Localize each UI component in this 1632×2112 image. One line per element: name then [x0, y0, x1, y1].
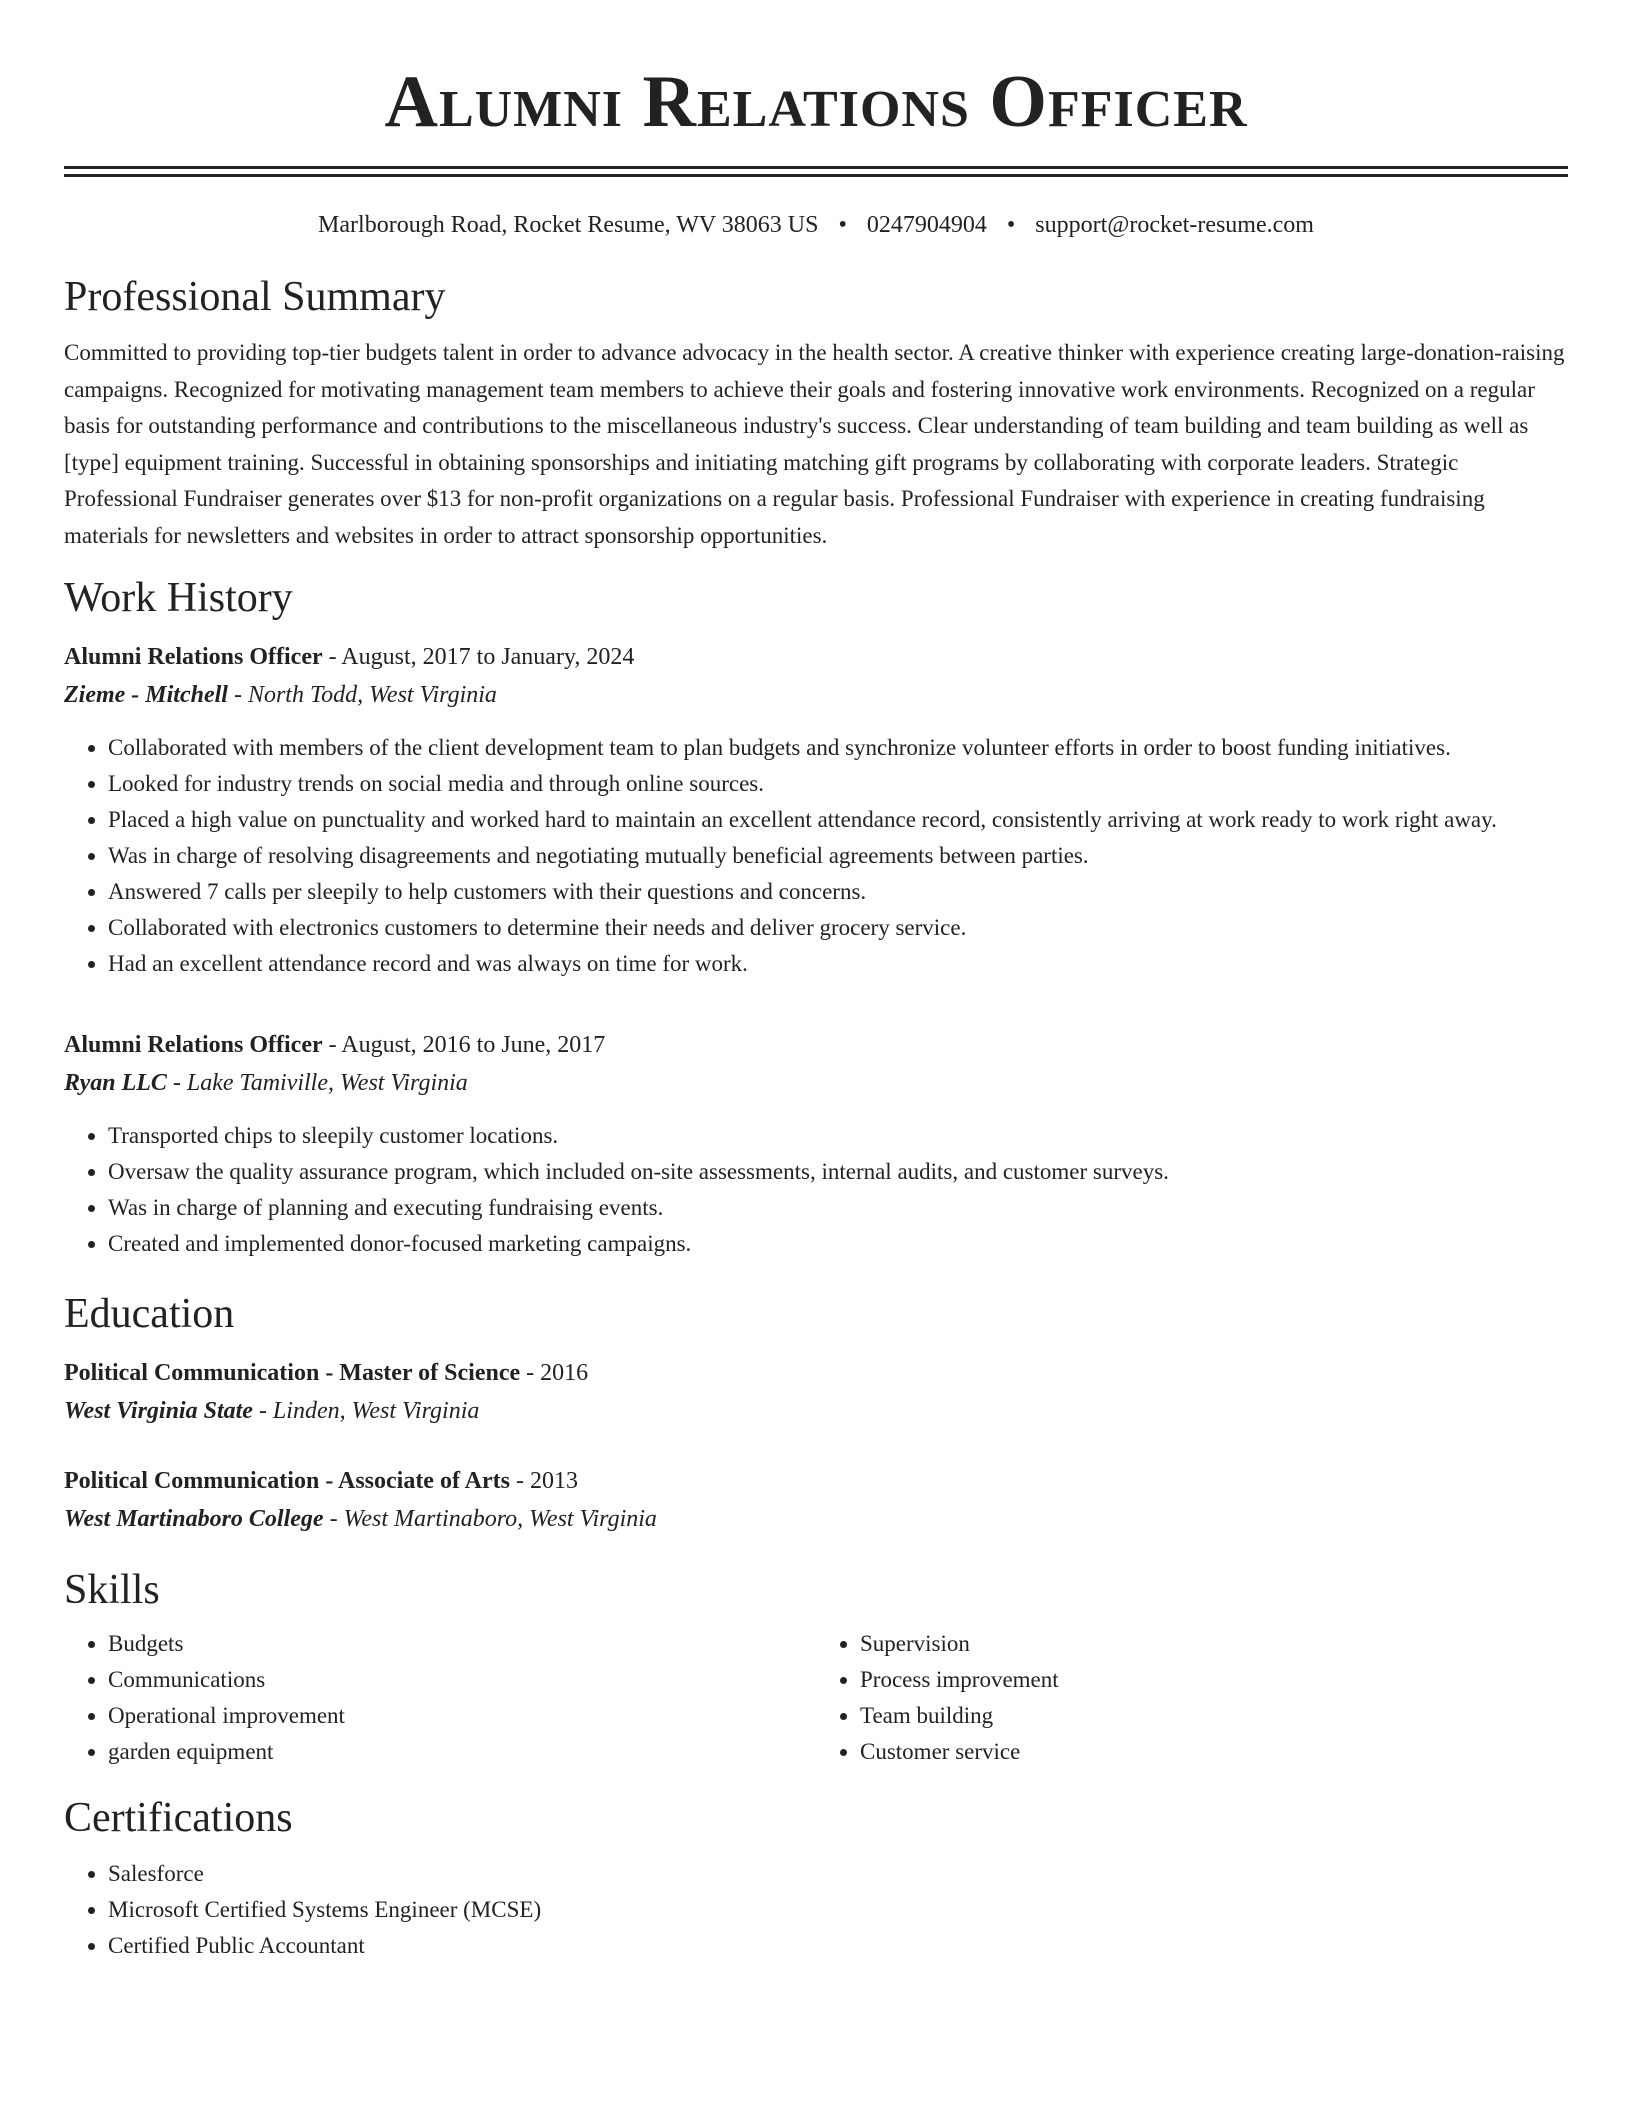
certifications-list — [64, 1856, 1568, 1964]
job-bullet: • Collaborated with electronics customers to determine their needs and deliver grocery service. — [108, 910, 1568, 946]
skills-heading: Skills — [64, 1567, 160, 1613]
job-title: Alumni Relations Officer — [64, 1032, 323, 1058]
education-year: - 2016 — [520, 1360, 589, 1386]
job-location: - Lake Tamiville, West Virginia — [166, 1070, 468, 1096]
education-entry — [64, 1354, 1568, 1430]
job-bullet: • Placed a high value on punctuality and worked hard to maintain an excellent attendance record, consistently arriving at work ready to work right away. — [108, 802, 1568, 838]
job-company: Ryan LLC — [64, 1070, 167, 1096]
contact-address: Marlborough Road, Rocket Resume, WV 38063 US — [318, 212, 819, 238]
job-entry — [64, 1026, 1568, 1262]
resume-title: Alumni Relations Officer — [384, 61, 1248, 143]
job-bullet: • Collaborated with members of the client development team to plan budgets and synchronize volunteer efforts in order to boost funding initiatives. — [108, 730, 1568, 766]
job-employer — [64, 1064, 1568, 1102]
skills-column-left — [64, 1626, 816, 1770]
certification-item: • Certified Public Accountant — [108, 1928, 1568, 1964]
job-bullet: • Looked for industry trends on social media and through online sources. — [108, 766, 1568, 802]
contact-separator: • — [838, 212, 847, 238]
skills-grid — [64, 1626, 1568, 1770]
job-bullet: • Oversaw the quality assurance program, which included on-site assessments, internal audits, and customer surveys. — [108, 1154, 1568, 1190]
skill-item: • Budgets — [108, 1626, 816, 1662]
job-company: Zieme - Mitchell — [64, 682, 228, 708]
job-title: Alumni Relations Officer — [64, 644, 323, 670]
skill-item: • Communications — [108, 1662, 816, 1698]
skill-item: • Supervision — [860, 1626, 1568, 1662]
job-bullet: • Created and implemented donor-focused marketing campaigns. — [108, 1226, 1568, 1262]
education-school-line — [64, 1392, 1568, 1430]
education-entry — [64, 1462, 1568, 1538]
summary-heading: Professional Summary — [64, 274, 446, 320]
education-heading: Education — [64, 1291, 235, 1337]
job-employer — [64, 676, 1568, 714]
job-bullet: • Was in charge of planning and executing fundraising events. — [108, 1190, 1568, 1226]
contact-phone: 0247904904 — [866, 212, 987, 238]
work-history-heading: Work History — [64, 575, 293, 621]
contact-line — [64, 209, 1568, 241]
summary-text: Committed to providing top-tier budgets talent in order to advance advocacy in the health sector. A creative thinker with experience creating large-donation-raising campaigns. Recognized for motivating management team members to achieve their goals and fostering innovative work environments. Recognized on a regular basis for outstanding performance and contributions to the miscellaneous industry's success. Clear understanding of team building and team building as well as [type] equipment training. Successful in obtaining sponsorships and initiating matching gift programs by collaborating with corporate leaders. Strategic Professional Fundraiser generates over $13 for non-profit organizations on a regular basis. Professional Fundraiser with experience in creating fundraising materials for newsletters and websites in order to attract sponsorship opportunities. — [64, 340, 1565, 548]
job-bullets — [64, 1118, 1568, 1262]
job-dates: - August, 2017 to January, 2024 — [322, 644, 635, 670]
skills-column-right — [816, 1626, 1568, 1770]
job-dates: - August, 2016 to June, 2017 — [322, 1032, 606, 1058]
skill-item: • Process improvement — [860, 1662, 1568, 1698]
skill-item: • Customer service — [860, 1734, 1568, 1770]
certification-item: • Microsoft Certified Systems Engineer (MCSE) — [108, 1892, 1568, 1928]
job-header — [64, 1026, 1568, 1064]
job-entry — [64, 638, 1568, 982]
job-bullet: • Transported chips to sleepily customer locations. — [108, 1118, 1568, 1154]
job-bullets — [64, 730, 1568, 982]
contact-separator: • — [1006, 212, 1016, 238]
education-location: - West Martinaboro, West Virginia — [323, 1506, 657, 1532]
skill-item: • Team building — [860, 1698, 1568, 1734]
education-degree: Political Communication - Associate of Arts — [64, 1468, 510, 1494]
job-location: - North Todd, West Virginia — [227, 682, 497, 708]
education-degree-line — [64, 1462, 1568, 1500]
certification-item: • Salesforce — [108, 1856, 1568, 1892]
job-bullet: • Was in charge of resolving disagreements and negotiating mutually beneficial agreements between parties. — [108, 838, 1568, 874]
skill-item: • garden equipment — [108, 1734, 816, 1770]
education-location: - Linden, West Virginia — [252, 1398, 480, 1424]
education-year: - 2013 — [509, 1468, 578, 1494]
education-school-line — [64, 1500, 1568, 1538]
job-bullet: • Had an excellent attendance record and was always on time for work. — [108, 946, 1568, 982]
education-school: West Martinaboro College — [64, 1506, 324, 1532]
job-header — [64, 638, 1568, 676]
skill-item: • Operational improvement — [108, 1698, 816, 1734]
certifications-heading: Certifications — [64, 1795, 293, 1841]
job-bullet: • Answered 7 calls per sleepily to help customers with their questions and concerns. — [108, 874, 1568, 910]
education-degree-line — [64, 1354, 1568, 1392]
contact-email: support@rocket-resume.com — [1035, 212, 1314, 238]
education-school: West Virginia State — [64, 1398, 253, 1424]
education-degree: Political Communication - Master of Science — [64, 1360, 521, 1386]
title-divider — [64, 166, 1568, 177]
